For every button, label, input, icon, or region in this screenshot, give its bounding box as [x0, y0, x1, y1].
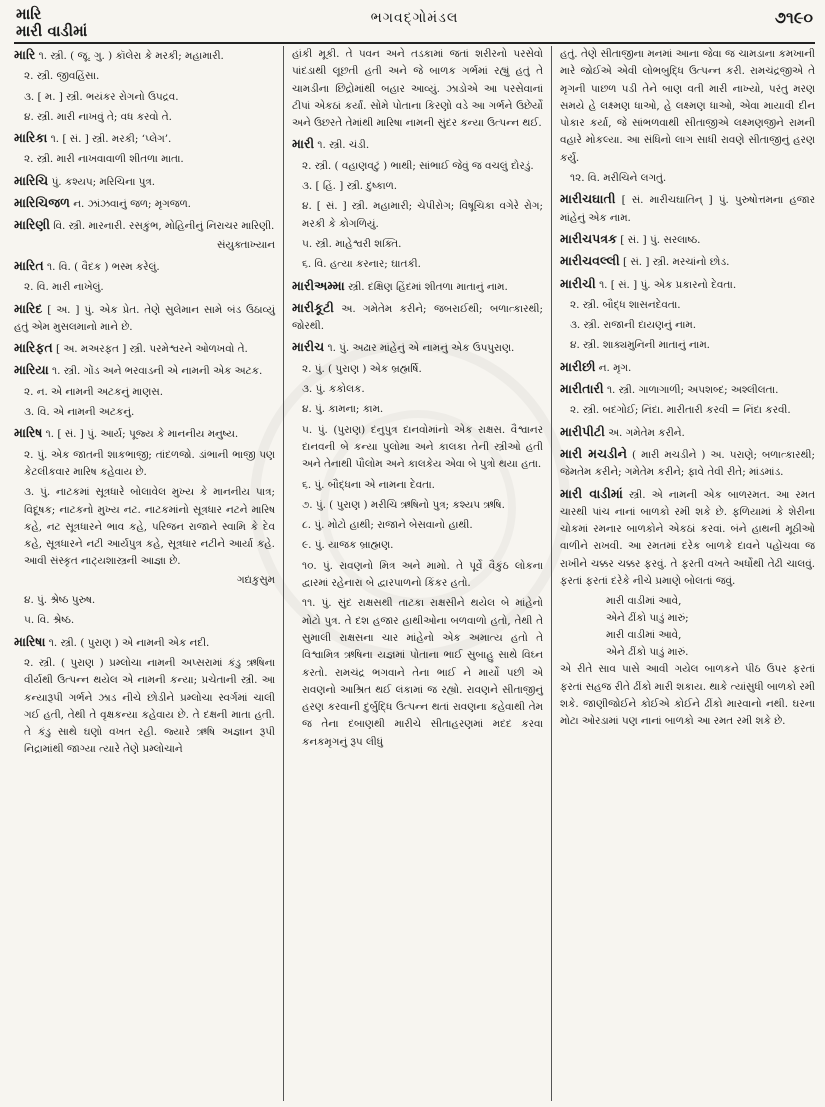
definition-text: ૨. પું. ( પુરાણ ) એક બ્રહ્મર્ષિ. [302, 362, 422, 375]
sense-entry [14, 68, 275, 85]
dictionary-entry [560, 380, 815, 399]
sense-entry [292, 236, 543, 253]
definition-text: ૮. પું. મોટો હાથી; રાજાને બેસવાનો હાથી. [302, 519, 473, 532]
headword: મારીછી [560, 358, 596, 374]
column-3 [552, 46, 815, 1101]
dictionary-entry [14, 339, 275, 358]
definition-text: ૨. સ્ત્રી. જીવહિંસા. [24, 70, 100, 83]
definition-text: ન. મૃગ. [595, 361, 632, 374]
definition-text: અ. ગમેતેમ કરીને. [604, 426, 685, 439]
definition-text: ૧. સ્ત્રી. ગોંડ અને ભરવાડની એ નામની એક અટક. [48, 365, 263, 378]
definition-text: ૧૦. પું. રાવણનો મિત્ર અને મામો. તે પૂર્વે વૈકુંઠ લોકના દ્વારમાં રહેનારા બે દ્વારપાળનો કિંકર હતો. [302, 559, 543, 590]
headword: મારીચવલ્લી [560, 253, 620, 269]
sense-entry [14, 612, 275, 629]
definition-text: ૧. વિ. ( વૈદક ) ભસ્મ કરેલું. [43, 260, 160, 273]
sense-entry [292, 517, 543, 534]
guide-word-last: મારી વાડીમાં [16, 22, 88, 40]
definition-text: ૪. પું. કામના; કામ. [302, 403, 384, 416]
page-title: ભગવદ્‌ગોમંડલ [370, 10, 459, 26]
dictionary-entry [560, 358, 815, 377]
definition-text: ૫. પું. (પુરાણ) દનુપુત્ર દાનવોમાંનો એક રાક્ષસ. વૈશ્વાનર દાનવની બે કન્યા પુલોમા અને કાલકા તેની સ્ત્રીઓ હતી અને તેનાથી પૌલોમ અને કાલકેય એવા બે પુત્રો થયા હતા. [302, 423, 543, 471]
sense-entry [292, 178, 543, 195]
definition-text: ૪. સ્ત્રી. શાક્યમુનિની માતાનું નામ. [570, 339, 710, 352]
definition-text: ૬. પું. બૌદ્ધના એ નામના દેવતા. [302, 478, 435, 491]
headword: મારી મચડીને [560, 445, 628, 461]
dictionary-entry [14, 257, 275, 276]
sense-entry [14, 655, 275, 759]
dictionary-entry [14, 424, 275, 443]
definition-text: ૪. પું. શ્રેષ્ઠ પુરુષ. [24, 594, 96, 607]
sense-entry [292, 558, 543, 593]
sense-entry [14, 592, 275, 609]
definition-text: ૪. [ સં. ] સ્ત્રી. મહામારી; ચેપીરોગ; વિષૂચિકા વગેરે રોગ; મરકી કે કોગળિયું. [302, 200, 543, 230]
dictionary-entry [292, 299, 543, 336]
dictionary-entry [560, 445, 815, 482]
definition-text: ૪. સ્ત્રી. મારી નાખવું તે; વધ કરવો તે. [24, 110, 172, 123]
definition-text: ૧. સ્ત્રી. ગાળાગાળી; અપશબ્દ; અશ્લીલતા. [603, 384, 779, 397]
sense-entry [560, 170, 815, 187]
sense-entry [560, 317, 815, 334]
page-number: ૭૧૯૦ [774, 8, 813, 27]
headword: મારિણી [14, 217, 50, 233]
dictionary-entry [560, 275, 815, 294]
headword: મારિદ [14, 300, 43, 316]
sense-entry [560, 297, 815, 314]
column-1 [14, 46, 284, 1101]
definition-text: અ. ગમેતેમ કરીને; જબરાઈથી; બળાત્કારથી; જોરથી. [292, 302, 543, 333]
dictionary-entry [560, 190, 815, 227]
definition-text: [ અ. મઅરફત ] સ્ત્રી. પરમેશ્વરને ઓળખવો તે. [52, 343, 248, 356]
definition-text: [ સં. મારીચઘાતિન્ ] પું. પુરુષોત્તમના હજાર માંહેનું એક નામ. [560, 194, 815, 224]
definition-text: ૧. પું. અઢાર માંહેનું એ નામનું એક ઉપપુરાણ. [324, 342, 515, 355]
definition-text: ૨. સ્ત્રી. ( પુરાણ ) પ્રમ્લોચા નામની અપ્સરામાં કંડુ ઋષિના વીર્યથી ઉત્પન્ન થયેલ એ નામની કન્યા; પ્રચેતાની સ્ત્રી. આ કન્યારૂપી ગર્ભને ઝાડ નીચે છોડીને પ્રમ્લોચા સ્વર્ગમાં ચાલી ગઈ હતી, તેથી તે વૃક્ષકન્યા કહેવાય છે. તે દક્ષની માતા હતી. તે કંડુ સાથે ઘણો વખત રહી. જ્યારે ઋષિ અજ્ઞાન રૂપી નિદ્રામાંથી જાગ્યા ત્યારે તેણે પ્રમ્લોચાને [24, 656, 275, 756]
definition-text: [ સં. ] પું. સરલાષ્ઠ. [616, 233, 701, 246]
definition-text: ૧. સ્ત્રી. ( જૂ. ગુ. ) કૉલેરા કે મરકી; મહામારી. [35, 50, 224, 62]
citation-source [14, 572, 275, 589]
definition-text: વિ. સ્ત્રી. મારનારી. રસકુંભ, મોહિનીનું નિરાચર મારિણી. [49, 220, 275, 233]
dictionary-entry [560, 230, 815, 249]
sense-entry [292, 381, 543, 398]
dictionary-entry [292, 135, 543, 154]
definition-text: ૩. પું. નાટકમાં સૂત્રધારે બોલાવેલ મુખ્ય કે માનનીય પાત્ર; વિદૂષક; નાટકનો મુખ્ય નટ. નાટકમાંનો સૂત્રધાર નટને મારિષ કહે, નટ સૂત્રધારને ભાવ કહે, પરિજન રાજાને સ્વામિ કે દેવ કહે, સૂત્રધારને નટી આર્યપુત્ર કહે, સૂત્રધાર નટીને આર્યા કહે. આવી સંસ્કૃત નાટ્યશાસ્ત્રની આજ્ઞા છે. [24, 486, 275, 568]
definition-text: ૩. [ મ. ] સ્ત્રી. ભયંકર રોગનો ઉપદ્રવ. [24, 90, 179, 103]
columns [14, 46, 815, 1101]
headword: મારિત [14, 257, 44, 273]
headword: મારીચપત્રક [560, 230, 617, 246]
definition-text: ૯. પું. યાજક બ્રાહ્મણ. [302, 539, 394, 552]
definition-text: ૫. વિ. શ્રેષ્ઠ. [24, 614, 75, 627]
headword: મારીચઘાતી [560, 191, 616, 207]
dictionary-entry [14, 46, 275, 65]
definition-text: પું. કશ્યપ; મરિચિના પુત્ર. [48, 175, 156, 188]
headword: મારી [292, 136, 315, 152]
definition-text: ૧૨. વિ. મરીચિને લગતું. [570, 172, 667, 185]
dictionary-entry [14, 216, 275, 235]
headword: મારી વાડીમાં [560, 485, 623, 501]
definition-text: ૩. પું. કકોલક. [302, 383, 365, 396]
verse-line: મારી વાડીમાં આવે, [606, 595, 682, 608]
sense-entry [292, 477, 543, 494]
definition-text: ૧. [ સં. ] પું. એક પ્રકારનો દેવતા. [595, 278, 737, 291]
sense-entry [14, 484, 275, 570]
definition-text: ૩. વિ. એ નામની અટકનું. [24, 406, 135, 419]
definition-text: સંયુક્તાખ્યાન [216, 238, 275, 251]
definition-text: હતું. તેણે સીતાજીના મનમાં આના જેવા જ ચામડાના કમખાની મારે જોઈએ એવી લોભબુદ્ધિ ઉત્પન્ન કરી. રામચંદ્રજીએ તે મૃગની પાછળ પડી તેને બાણ વતી મારી નાખ્યો, પરંતુ મરણ સમયે હે લક્ષ્મણ ધાઓ, હે લક્ષ્મણ ધાઓ, એવા માયાવી દીન પોકાર કર્યા, જે સાંભળવાથી સીતાજીએ લક્ષ્મણજીને રામની વહારે મોકલ્યા. આ સંધિનો લાગ સાધી રાવણે સીતાજીનું હરણ કર્યું. [560, 48, 815, 164]
sense-entry [292, 401, 543, 418]
column-2 [284, 46, 552, 1101]
verse-line: મારી વાડીમાં આવે, [606, 629, 682, 642]
definition-text: ૩. [ હિં. ] સ્ત્રી. દુષ્કાળ. [302, 180, 398, 193]
definition-text: ગદ્યકુસુમ [236, 573, 275, 586]
definition-text: ( મારી મચડીને ) અ. પરાણે; બળાત્કારથી; જેમતેમ કરીને; ગમેતેમ કરીને; ફાવે તેવી રીતે; માંડમાંડ. [560, 448, 815, 479]
sense-entry [560, 337, 815, 354]
sense-entry [292, 361, 543, 378]
definition-text: ૬. વિ. હત્યા કરનાર; ઘાતકી. [302, 258, 421, 271]
definition-text: હાંકી મૂકી. તે પવન અને તડકામાં જતાં શરીરનો પરસેવો પાંદડાથી લૂછતી હતી અને જે બાળક ગર્ભમાં રહ્યું હતું તે ચામડીના છિદ્રોમાંથી બહાર આવ્યું. ઝાડોએ આ પરસેવાનાં ટીપાં એકઠાં કર્યાં. સોમે પોતાના કિરણો વડે આ ગર્ભને ઉછેર્યો અને ઉછરતે તેમાંથી મારિષા નામની સુંદર કન્યા ઉત્પન્ન થઈ. [292, 48, 543, 130]
page-header [14, 4, 815, 44]
dictionary-entry [14, 361, 275, 380]
sense-entry [14, 151, 275, 168]
sense-entry [560, 402, 815, 419]
headword: મારિચિ [14, 172, 49, 188]
headword: મારિષા [14, 633, 46, 649]
dictionary-entry [14, 300, 275, 337]
definition-text: ૨. સ્ત્રી. બદગોઈ; નિંદા. મારીતારી કરવી = નિંદા કરવી. [570, 404, 791, 417]
dictionary-entry [560, 252, 815, 271]
sense-entry [292, 595, 543, 751]
definition-text: એ રીતે સાવ પાસે આવી ગયેલ બાળકને પીઠ ઉપર ફરતાં ફરતાં સહજ રીતે ઢીંકો મારી શકાય. થાકે ત્યાંસુધી બાળકો રમી શકે. જાણીજોઈને કોઈએ કોઈને ઢીંકો મારવાનો નથી. ઘરના મોટા ઓરડામાં પણ નાનાં બાળકો આ રમત રમી શકે છે. [560, 663, 815, 728]
sense-entry [14, 447, 275, 482]
headword: મારિચિજળ [14, 195, 70, 211]
dictionary-entry [14, 194, 275, 213]
guide-word-first: મારિ [16, 5, 42, 23]
dictionary-entry [292, 277, 543, 296]
citation-source [14, 237, 275, 254]
definition-text: ૧. સ્ત્રી. ચંડી. [314, 139, 370, 152]
headword: મારિયા [14, 362, 49, 378]
sense-entry [292, 256, 543, 273]
definition-text: ૨. સ્ત્રી. બૌદ્ધ શાસનદેવતા. [570, 298, 681, 311]
dictionary-entry [14, 633, 275, 652]
definition-text: ૨. સ્ત્રી. ( વહાણવટું ) ભાથી; સાંભાઈ જેવું જ વચલું દોરડું. [302, 159, 534, 172]
verse-line: એને ઢીંકો પાડું મારું; [606, 612, 689, 625]
headword: મારિ [14, 47, 36, 62]
entry-continuation [292, 46, 543, 132]
definition-text: ૧૧. પું. સુંદ રાક્ષસથી તાટકા રાક્ષસીને થયેલ બે માંહેનો મોટો પુત્ર. તે દશ હજાર હાથીઓના બળવાળો હતો, તેથી તે સુમાલી રાક્ષસના ચાર માંહેનો એક અમાત્ય હતો તે વિશ્વામિત્ર ઋષિના યજ્ઞમાં પોતાના ભાઈ સુબાહુ સાથે વિઘ્ન કરતો. રામચંદ્ર ભગવાને તેના ભાઈ ને માર્યો પછી એ રાવણનો આશ્રિત થઈ લંકામાં જ રહ્યો. રાવણને સીતાજીનું હરણ કરવાની દુર્બુદ્ધિ ઉત્પન્ન થતાં રાવણના કહેવાથી તેમ જ તેના દબાણથી મારીચે સીતાહરણમાં મદદ કરવા કનકમૃગનું રૂપ લીધું [302, 597, 543, 748]
headword: મારિફત [14, 340, 53, 356]
definition-text: ૩. સ્ત્રી. રાજાની દાયણનું નામ. [570, 319, 697, 332]
definition-text: ૨. પું. એક જાતની શાકભાજી; તાંદળજો. ડાંભાની ભાજી પણ કેટલીકવાર મારિષ કહેવાય છે. [24, 448, 275, 478]
dictionary-entry [14, 129, 275, 148]
headword: મારીપીટી [560, 423, 605, 439]
definition-text: ન. ઝાંઝવાનું જળ; મૃગજળ. [70, 198, 191, 211]
definition-text: ૧. સ્ત્રી. ( પુરાણ ) એ નામની એક નદી. [45, 636, 210, 649]
definition-text: ૧. [ સં. ] સ્ત્રી. મરકી; ‘પ્લેગ’. [47, 133, 172, 146]
sense-entry [292, 497, 543, 514]
dictionary-entry [560, 485, 815, 591]
definition-text: [ સં. ] સ્ત્રી. મરચાંનો છોડ. [619, 256, 730, 269]
sense-entry [292, 158, 543, 175]
sense-entry [292, 198, 543, 233]
headword: મારિષ [14, 425, 43, 441]
sense-entry [292, 422, 543, 474]
headword: મારિકા [14, 130, 48, 146]
definition-text: ૨. ન. એ નામની અટકનું માણસ. [24, 385, 164, 398]
sense-entry [14, 89, 275, 106]
dictionary-entry [292, 338, 543, 357]
dictionary-entry [560, 423, 815, 442]
headword: મારીચ [292, 339, 325, 355]
definition-text: [ અ. ] પું. એક પ્રેત. તેણે સુલેમાન સામે બંડ ઉઠાવ્યું હતું એમ મુસલમાનો માને છે. [14, 303, 275, 333]
headword: મારીતારી [560, 381, 604, 397]
sense-entry [14, 109, 275, 126]
definition-text: ૧. [ સં. ] પું. આર્ય; પૂજ્ય કે માનનીય મનુષ્ય. [42, 428, 239, 441]
sense-entry [14, 279, 275, 296]
dictionary-entry [14, 172, 275, 191]
definition-text: ૫. સ્ત્રી. માહેશ્વરી શક્તિ. [302, 237, 402, 250]
sense-entry [292, 537, 543, 554]
definition-text: સ્ત્રી. એ નામની એક બાળરમત. આ રમત ચારથી પાંચ નાનાં બાળકો રમી શકે છે. ફળિયામાં કે શેરીના ચોકમાં રમનાર બાળકોને એકઠાં કરવાં. બંને હાથની મૂઠીઓ વાળીને રાખવી. આ રમતમાં દરેક બાળકે દાવને પહોંચવા જ રાખીને ચક્કર ચક્કર ફરવું. તે ફરતી વખતે અર્ધોથી તેઢી ચાલવું. ફરતાં ફરતાં દરેકે નીચે પ્રમાણે બોલતાં જવું. [560, 488, 815, 588]
entry-continuation [560, 661, 815, 730]
definition-text: ૨. વિ. મારી નાખેલું. [24, 281, 104, 294]
headword: મારીચી [560, 275, 596, 291]
verse-line: એને ઢીંકો પાડું મારું. [606, 646, 689, 659]
headword: મારીકૂટી [292, 299, 334, 315]
definition-text: ૨. સ્ત્રી. મારી નાખવાવાળી શીતળા માતા. [24, 153, 184, 166]
verse-block [560, 593, 815, 661]
sense-entry [14, 384, 275, 401]
entry-continuation [560, 46, 815, 167]
headword: મારીઅમ્મા [292, 277, 345, 293]
definition-text: સ્ત્રી. દક્ષિણ હિંદમાં શીતળા માતાનું નામ. [344, 280, 508, 293]
definition-text: ૭. પું. ( પુરાણ ) મરીચિ ઋષિનો પુત્ર; કશ્યપ ઋષિ. [302, 498, 505, 511]
sense-entry [14, 404, 275, 421]
